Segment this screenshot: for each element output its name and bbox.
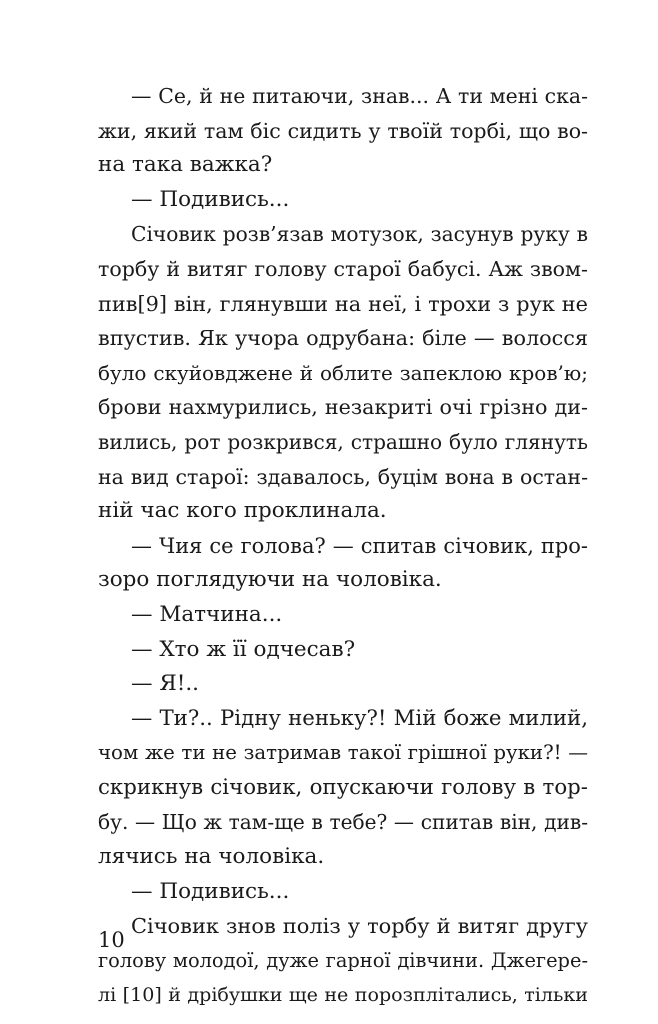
text-line: на вид старої: здавалось, буцім вона в остан- [98, 464, 588, 489]
text-line: Січовик знов поліз у торбу й витяг другу [131, 914, 588, 939]
page-number: 10 [98, 928, 125, 952]
text-line: чом же ти не затримав такої грішної руки?! — [98, 741, 588, 765]
text-line: пив[9] він, глянувши на неї, і трохи з рук не [98, 291, 588, 316]
text-line: — Се, й не питаючи, знав... А ти мені ска- [131, 84, 588, 108]
text-line: — Чия се голова? — спитав січовик, про- [131, 533, 588, 558]
text-line: вились, рот розкрився, страшно було глянуть [98, 429, 588, 454]
text-line: — Ти?.. Рідну неньку?! Мій боже милий, [131, 705, 588, 731]
text-line: торбу й витяг голову старої бабусі. Аж звом- [98, 256, 588, 281]
text-line: на така важка? [98, 152, 273, 178]
text-line: голову молодої, дуже гарної дівчини. Джегере- [98, 948, 588, 972]
text-line: Січовик розв’язав мотузок, засунув руку в [131, 222, 588, 247]
text-line: жи, який там біс сидить у твоїй торбі, що во- [98, 118, 588, 143]
text-line: впустив. Як учора одрубана: біле — волосся [98, 326, 588, 351]
text-line: — Подивись... [131, 878, 290, 904]
text-line: брови нахмурились, незакриті очі грізно ди- [98, 395, 588, 420]
text-line: було скуйовджене й облите запеклою кров’ю; [98, 360, 588, 385]
body-text [98, 79, 588, 1013]
text-line: лячись на чоловіка. [98, 844, 325, 870]
text-line: ній час кого проклинала. [98, 498, 387, 524]
text-line: — Подивись... [131, 186, 290, 212]
text-line: лі [10] й дрібушки ще не порозплітались, тільки [98, 984, 588, 1007]
text-line: — Матчина... [131, 601, 283, 627]
text-line: — Хто ж її одчесав? [131, 636, 356, 662]
text-line: скрикнув січовик, опускаючи голову в тор- [98, 774, 588, 800]
text-line: зоро поглядуючи на чоловіка. [98, 567, 442, 593]
text-line: бу. — Що ж там-ще в тебе? — спитав він, див- [98, 810, 588, 835]
text-line: — Я!.. [131, 671, 200, 697]
